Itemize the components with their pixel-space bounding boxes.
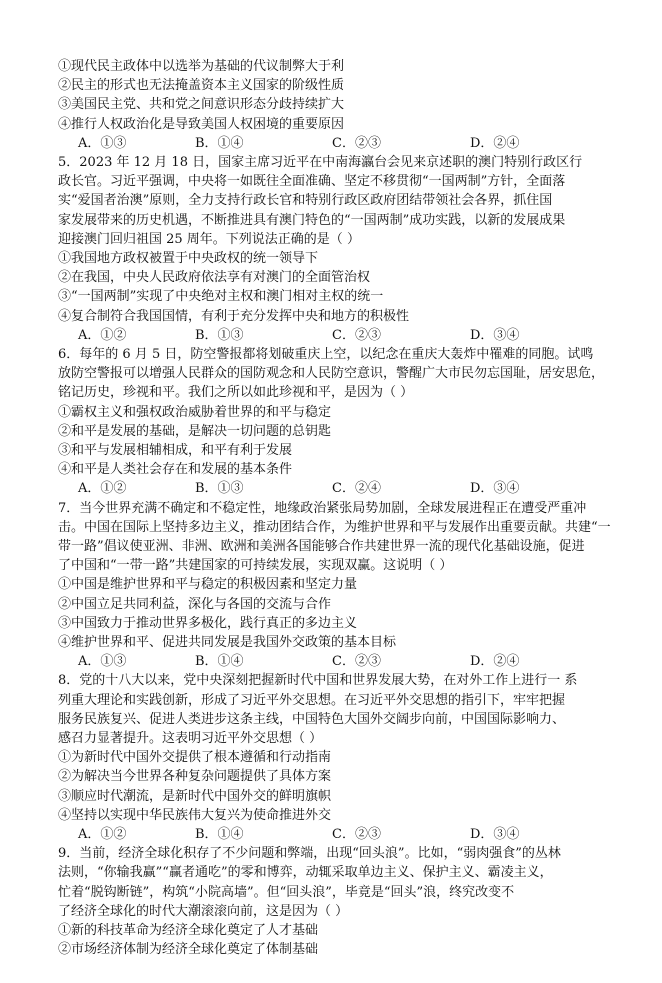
- answer-options: [78, 134, 618, 154]
- option-b: B．①④: [195, 827, 244, 842]
- text-line: ①中国是维护世界和平与稳定的积极因素和坚定力量: [58, 577, 358, 592]
- option-d: D．②④: [470, 136, 520, 151]
- option-c: C．②③: [332, 136, 381, 151]
- text-line: ④复合制符合我国国情，有利于充分发挥中央和地方的积极性: [58, 309, 410, 324]
- text-line: ②市场经济体制为经济全球化奠定了体制基础: [58, 942, 319, 957]
- option-d: D．②④: [470, 654, 520, 669]
- option-a: A．①②: [78, 481, 127, 496]
- option-c: C．②③: [332, 827, 381, 842]
- text-line: ③中国致力于推动世界多极化，践行真正的多边主义: [58, 616, 358, 631]
- text-line: 列重大理论和实践创新，形成了习近平外交思想。在习近平外交思想的指引下，牢牢把握: [58, 693, 566, 708]
- option-d: D．③④: [470, 328, 520, 343]
- text-line: 放防空警报可以增强人民群众的国防观念和人民防空意识，警醒广大市民勿忘国耻，居安思危，: [58, 366, 605, 381]
- text-line: ②民主的形式也无法掩盖资本主义国家的阶级性质: [58, 78, 345, 93]
- text-line: 9．当前，经济全球化积存了不少问题和弊端，出现“回头浪”。比如，“弱肉强食”的丛林: [58, 846, 561, 861]
- text-line: 5．2023 年 12 月 18 日，国家主席习近平在中南海瀛台会见来京述职的澳门特别行政区行: [58, 155, 583, 170]
- text-line: ③“一国两制”实现了中央绝对主权和澳门相对主权的统一: [58, 289, 384, 304]
- text-line: 带一路”倡议使亚洲、非洲、欧洲和美洲各国能够合作共建世界一流的现代化基础设施，促进: [58, 539, 585, 554]
- text-line: ④推行人权政治化是导致美国人权困境的重要原因: [58, 117, 345, 132]
- option-a: A．①③: [78, 654, 127, 669]
- text-line: 迎接澳门回归祖国 25 周年。下列说法正确的是（ ）: [58, 232, 360, 247]
- text-line: 了中国和“一带一路”共建国家的可持续发展，实现双赢。这说明（ ）: [58, 558, 453, 573]
- option-d: D．③④: [470, 481, 520, 496]
- text-line: 实“爱国者治澳”原则，全力支持行政长官和特别行政区政府团结带领社会各界，抓住国: [58, 193, 553, 208]
- text-line: 8．党的十八大以来，党中央深刻把握新时代中国和世界发展大势，在对外工作上进行一 系: [58, 673, 578, 688]
- option-c: C．②③: [332, 328, 381, 343]
- text-line: 家发展带来的历史机遇，不断推进具有澳门特色的“一国两制”成功实践，以新的发展成果: [58, 213, 566, 228]
- text-line: ④和平是人类社会存在和发展的基本条件: [58, 462, 293, 477]
- text-line: ①霸权主义和强权政治威胁着世界的和平与稳定: [58, 405, 332, 420]
- text-line: ④维护世界和平、促进共同发展是我国外交政策的基本目标: [58, 635, 397, 650]
- text-line: 6．每年的 6 月 5 日，防空警报都将划破重庆上空，以纪念在重庆大轰炸中罹难的同胞。试鸣: [58, 347, 594, 362]
- text-line: ①我国地方政权被置于中央政权的统一领导下: [58, 251, 319, 266]
- text-line: 铭记历史，珍视和平。我们之所以如此珍视和平，是因为（ ）: [58, 385, 414, 400]
- text-line: 服务民族复兴、促进人类进步这条主线，中国特色大国外交阔步向前，中国国际影响力、: [58, 712, 566, 727]
- answer-options: [78, 652, 618, 672]
- option-b: B．①③: [195, 481, 244, 496]
- option-a: A．①②: [78, 328, 127, 343]
- text-line: 了经济全球化的时代大潮滚滚向前，这是因为（ ）: [58, 904, 349, 919]
- option-c: C．②④: [332, 481, 381, 496]
- option-b: B．①③: [195, 328, 244, 343]
- option-d: D．③④: [470, 827, 520, 842]
- answer-options: [78, 825, 618, 845]
- option-a: A．①②: [78, 827, 127, 842]
- text-line: ③顺应时代潮流，是新时代中国外交的鲜明旗帜: [58, 789, 332, 804]
- text-line: ②为解决当今世界各种复杂问题提供了具体方案: [58, 769, 332, 784]
- text-line: ②中国立足共同利益，深化与各国的交流与合作: [58, 597, 332, 612]
- option-b: B．①④: [195, 654, 244, 669]
- text-line: ③美国民主党、共和党之间意识形态分歧持续扩大: [58, 97, 345, 112]
- answer-options: [78, 326, 618, 346]
- text-line: ②在我国，中央人民政府依法享有对澳门的全面管治权: [58, 270, 371, 285]
- answer-options: [78, 479, 618, 499]
- text-line: ③和平与发展相辅相成，和平有利于发展: [58, 443, 293, 458]
- text-line: ①现代民主政体中以选举为基础的代议制弊大于利: [58, 59, 345, 74]
- text-line: 感召力显著提升。这表明习近平外交思想（ ）: [58, 731, 323, 746]
- text-line: 忙着“脱钩断链”，构筑“小院高墙”。但“回头浪”，毕竟是“回头”浪，终究改变不: [58, 885, 515, 900]
- text-line: 法则，“你输我赢”“赢者通吃”的零和博弈，动辄采取单边主义、保护主义、霸凌主义，: [58, 865, 553, 880]
- option-c: C．②③: [332, 654, 381, 669]
- text-line: 7．当今世界充满不确定和不稳定性，地缘政治紧张局势加剧，全球发展进程正在遭受严重冲: [58, 501, 587, 516]
- option-b: B．①④: [195, 136, 244, 151]
- text-line: ②和平是发展的基础，是解决一切问题的总钥匙: [58, 424, 332, 439]
- text-line: ①为新时代中国外交提供了根本遵循和行动指南: [58, 750, 332, 765]
- text-line: ①新的科技革命为经济全球化奠定了人才基础: [58, 923, 319, 938]
- text-line: ④坚持以实现中华民族伟大复兴为使命推进外交: [58, 808, 332, 823]
- option-a: A．①③: [78, 136, 127, 151]
- text-line: 击。中国在国际上坚持多边主义，推动团结合作，为维护世界和平与发展作出重要贡献。共建“一: [58, 520, 611, 535]
- text-line: 政长官。习近平强调，中央将一如既往全面准确、坚定不移贯彻“一国两制”方针，全面落: [58, 174, 566, 189]
